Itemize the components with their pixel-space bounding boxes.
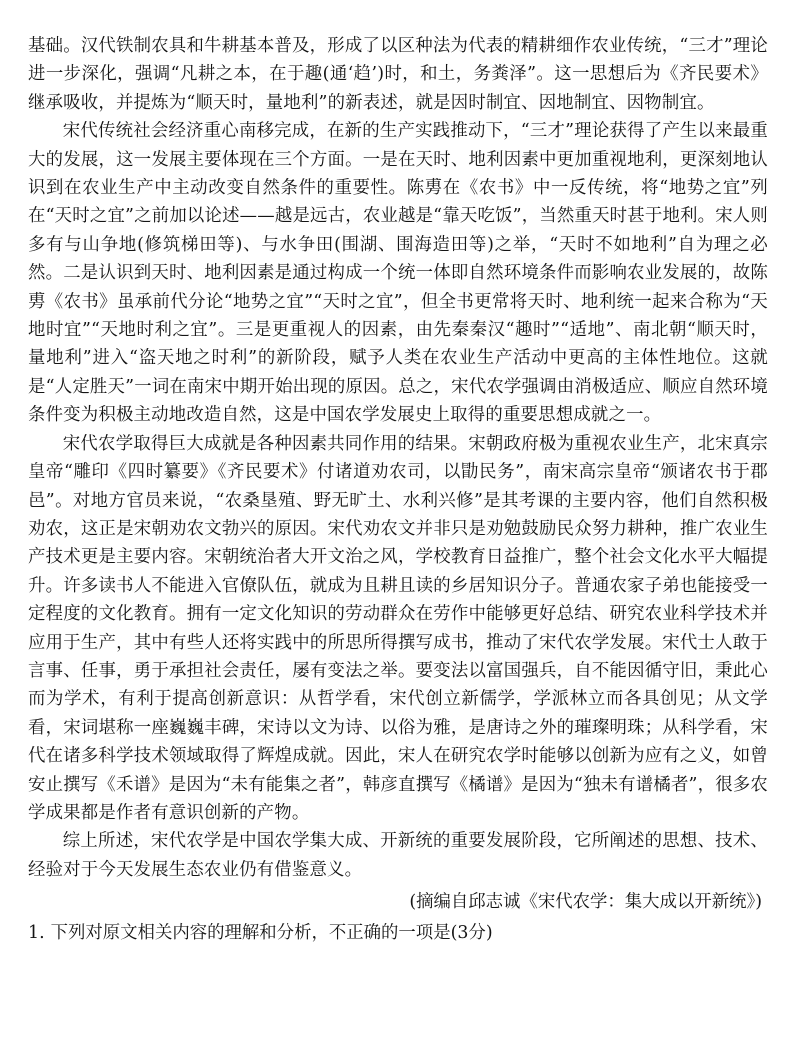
document-page xyxy=(28,32,768,947)
article-paragraph-1: 基础。汉代铁制农具和牛耕基本普及，形成了以区种法为代表的精耕细作农业传统，“三才”理论进一步深化，强调“凡耕之本，在于趣(通‘趋’)时，和土，务粪泽”。这一思想后为《齐民要术》继承吸收，并提炼为“顺天时，量地利”的新表述，就是因时制宜、因地制宜、因物制宜。 xyxy=(28,36,768,113)
question-number: 1. xyxy=(28,922,45,943)
article-paragraph-2: 宋代传统社会经济重心南移完成，在新的生产实践推动下，“三才”理论获得了产生以来最重大的发展，这一发展主要体现在三个方面。一是在天时、地利因素中更加重视地利，更深刻地认识到在农业生产中主动改变自然条件的重要性。陈旉在《农书》中一反传统，将“地势之宜”列在“天时之宜”之前加以论述——越是远古，农业越是“靠天吃饭”，当然重天时甚于地利。宋人则多有与山争地(修筑梯田等)、与水争田(围湖、围海造田等)之举，“天时不如地利”自为理之必然。二是认识到天时、地利因素是通过构成一个统一体即自然环境条件而影响农业发展的，故陈旉《农书》虽承前代分论“地势之宜”“天时之宜”，但全书更常将天时、地利统一起来合称为“天地时宜”“天地时利之宜”。三是更重视人的因素，由先秦秦汉“趣时”“适地”、南北朝“顺天时，量地利”进入“盗天地之时利”的新阶段，赋予人类在农业生产活动中更高的主体性地位。这就是“人定胜天”一词在南宋中期开始出现的原因。总之，宋代农学强调由消极适应、顺应自然环境条件变为积极主动地改造自然，这是中国农学发展史上取得的重要思想成就之一。 xyxy=(28,121,768,426)
article-paragraph-3: 宋代农学取得巨大成就是各种因素共同作用的结果。宋朝政府极为重视农业生产，北宋真宗皇帝“雕印《四时纂要》《齐民要术》付诸道劝农司，以勖民务”，南宋高宗皇帝“颁诸农书于郡邑”。对地方官员来说，“农桑垦殖、野无旷土、水利兴修”是其考课的主要内容，他们自然积极劝农，这正是宋朝劝农文勃兴的原因。宋代劝农文并非只是劝勉鼓励民众努力耕种，推广农业生产技术更是主要内容。宋朝统治者大开文治之风，学校教育日益推广，整个社会文化水平大幅提升。许多读书人不能进入官僚队伍，就成为且耕且读的乡居知识分子。普通农家子弟也能接受一定程度的文化教育。拥有一定文化知识的劳动群众在劳作中能够更好总结、研究农业科学技术并应用于生产，其中有些人还将实践中的所思所得撰写成书，推动了宋代农学发展。宋代士人敢于言事、任事，勇于承担社会责任，屡有变法之举。要变法以富国强兵，自不能因循守旧，秉此心而为学术，有利于提高创新意识：从哲学看，宋代创立新儒学，学派林立而各具创见；从文学看，宋词堪称一座巍巍丰碑，宋诗以文为诗、以俗为雅，是唐诗之外的璀璨明珠；从科学看，宋代在诸多科学技术领域取得了辉煌成就。因此，宋人在研究农学时能够以创新为应有之义，如曾安止撰写《禾谱》是因为“未有能集之者”，韩彦直撰写《橘谱》是因为“独未有谱橘者”，很多农学成果都是作者有意识创新的产物。 xyxy=(28,433,768,823)
question-text: 下列对原文相关内容的理解和分析，不正确的一项是(3分) xyxy=(50,922,493,943)
question-1 xyxy=(28,919,768,947)
source-citation: (摘编自邱志诚《宋代农学：集大成以开新统》) xyxy=(409,892,762,913)
article-paragraph-4: 综上所述，宋代农学是中国农学集大成、开新统的重要发展阶段，它所阐述的思想、技术、经验对于今天发展生态农业仍有借鉴意义。 xyxy=(28,831,768,880)
